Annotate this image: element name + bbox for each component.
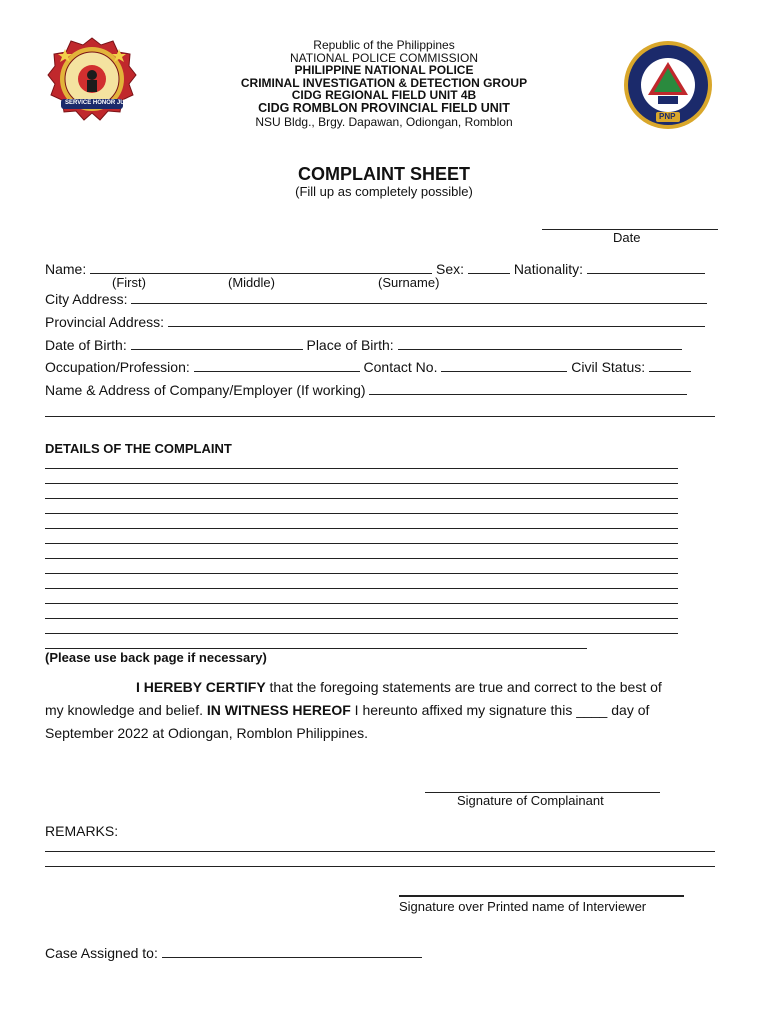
pnp-seal-motto: SERVICE HONOR JUSTICE — [65, 100, 143, 106]
cidg-seal-logo — [618, 40, 718, 130]
details-line[interactable] — [45, 648, 587, 649]
details-line[interactable] — [45, 573, 678, 574]
details-line[interactable] — [45, 513, 678, 514]
details-line[interactable] — [45, 528, 678, 529]
witness-bold: IN WITNESS HEREOF — [206, 702, 351, 718]
occupation-field[interactable] — [194, 358, 360, 372]
details-line[interactable] — [45, 543, 678, 544]
details-line[interactable] — [45, 498, 678, 499]
contact-label: Contact No. — [363, 359, 438, 375]
case-assigned-row — [45, 944, 422, 961]
place-of-birth-label: Place of Birth: — [306, 337, 394, 353]
employer-field[interactable] — [369, 381, 687, 395]
civil-status-field[interactable] — [649, 358, 691, 372]
certify-text-2: my knowledge and belief. — [45, 702, 207, 718]
details-line[interactable] — [45, 558, 678, 559]
header-napolcom: NATIONAL POLICE COMMISSION — [289, 51, 479, 65]
interviewer-signature-label: Signature over Printed name of Interviewer — [399, 899, 647, 914]
remarks-line[interactable] — [45, 851, 715, 852]
details-line[interactable] — [45, 633, 678, 634]
details-line[interactable] — [45, 603, 678, 604]
header-republic: Republic of the Philippines — [313, 38, 455, 52]
date-of-birth-field[interactable] — [131, 336, 303, 350]
case-assigned-field[interactable] — [162, 944, 422, 958]
place-of-birth-field[interactable] — [398, 336, 682, 350]
sex-field[interactable] — [468, 260, 510, 274]
date-label: Date — [613, 230, 641, 245]
employer-row — [45, 381, 687, 398]
header-regional-unit: CIDG REGIONAL FIELD UNIT 4B — [291, 88, 477, 102]
header-pnp: PHILIPPINE NATIONAL POLICE — [294, 63, 474, 77]
employer-label: Name & Address of Company/Employer (If working) — [45, 382, 366, 398]
certify-text-1: that the foregoing statements are true and correct to the best of — [265, 679, 662, 695]
complainant-signature-label: Signature of Complainant — [457, 793, 604, 808]
provincial-address-label: Provincial Address: — [45, 314, 165, 330]
birth-row — [45, 336, 682, 353]
contact-field[interactable] — [441, 358, 567, 372]
details-heading: DETAILS OF THE COMPLAINT — [45, 441, 232, 456]
first-name-caption: (First) — [112, 275, 146, 290]
employer-line-2[interactable] — [45, 416, 715, 417]
header-provincial-unit: CIDG ROMBLON PROVINCIAL FIELD UNIT — [258, 101, 510, 115]
remarks-line[interactable] — [45, 866, 715, 867]
occupation-label: Occupation/Profession: — [45, 359, 190, 375]
certify-text-5: September 2022 at Odiongan, Romblon Philippines. — [45, 725, 368, 741]
day-blank[interactable]: ____ — [576, 702, 608, 718]
city-address-field[interactable] — [131, 290, 707, 304]
case-assigned-label: Case Assigned to: — [45, 945, 158, 961]
certify-line-2 — [45, 702, 649, 718]
surname-caption: (Surname) — [378, 275, 440, 290]
details-line[interactable] — [45, 588, 678, 589]
provincial-address-field[interactable] — [168, 313, 705, 327]
details-line[interactable] — [45, 468, 678, 469]
cidg-seal-pnp-text: PNP — [659, 112, 676, 121]
sex-label: Sex: — [436, 261, 465, 277]
details-line[interactable] — [45, 483, 678, 484]
city-address-label: City Address: — [45, 291, 128, 307]
form-subtitle: (Fill up as completely possible) — [295, 184, 473, 199]
certify-line-1 — [136, 679, 662, 695]
pnp-seal-logo — [47, 37, 143, 123]
header-cidg: CRIMINAL INVESTIGATION & DETECTION GROUP — [240, 76, 528, 90]
name-label: Name: — [45, 261, 87, 277]
details-line[interactable] — [45, 618, 678, 619]
nationality-label: Nationality: — [513, 261, 584, 277]
interviewer-signature-line[interactable] — [399, 895, 684, 897]
header-address: NSU Bldg., Brgy. Dapawan, Odiongan, Romblon — [255, 115, 513, 129]
form-title: COMPLAINT SHEET — [297, 164, 470, 184]
certify-bold: I HEREBY CERTIFY — [136, 679, 266, 695]
civil-status-label: Civil Status: — [571, 359, 646, 375]
provincial-address-row — [45, 313, 705, 330]
remarks-label: REMARKS: — [45, 823, 119, 839]
nationality-field[interactable] — [587, 260, 705, 274]
certify-text-4: day of — [607, 702, 650, 718]
middle-name-caption: (Middle) — [228, 275, 275, 290]
name-field[interactable] — [90, 260, 432, 274]
date-of-birth-label: Date of Birth: — [45, 337, 127, 353]
occupation-row — [45, 358, 691, 375]
certify-line-3 — [45, 725, 368, 741]
back-page-note: (Please use back page if necessary) — [45, 650, 267, 665]
certify-text-3: I hereunto affixed my signature this — [350, 702, 577, 718]
city-address-row — [45, 290, 707, 307]
